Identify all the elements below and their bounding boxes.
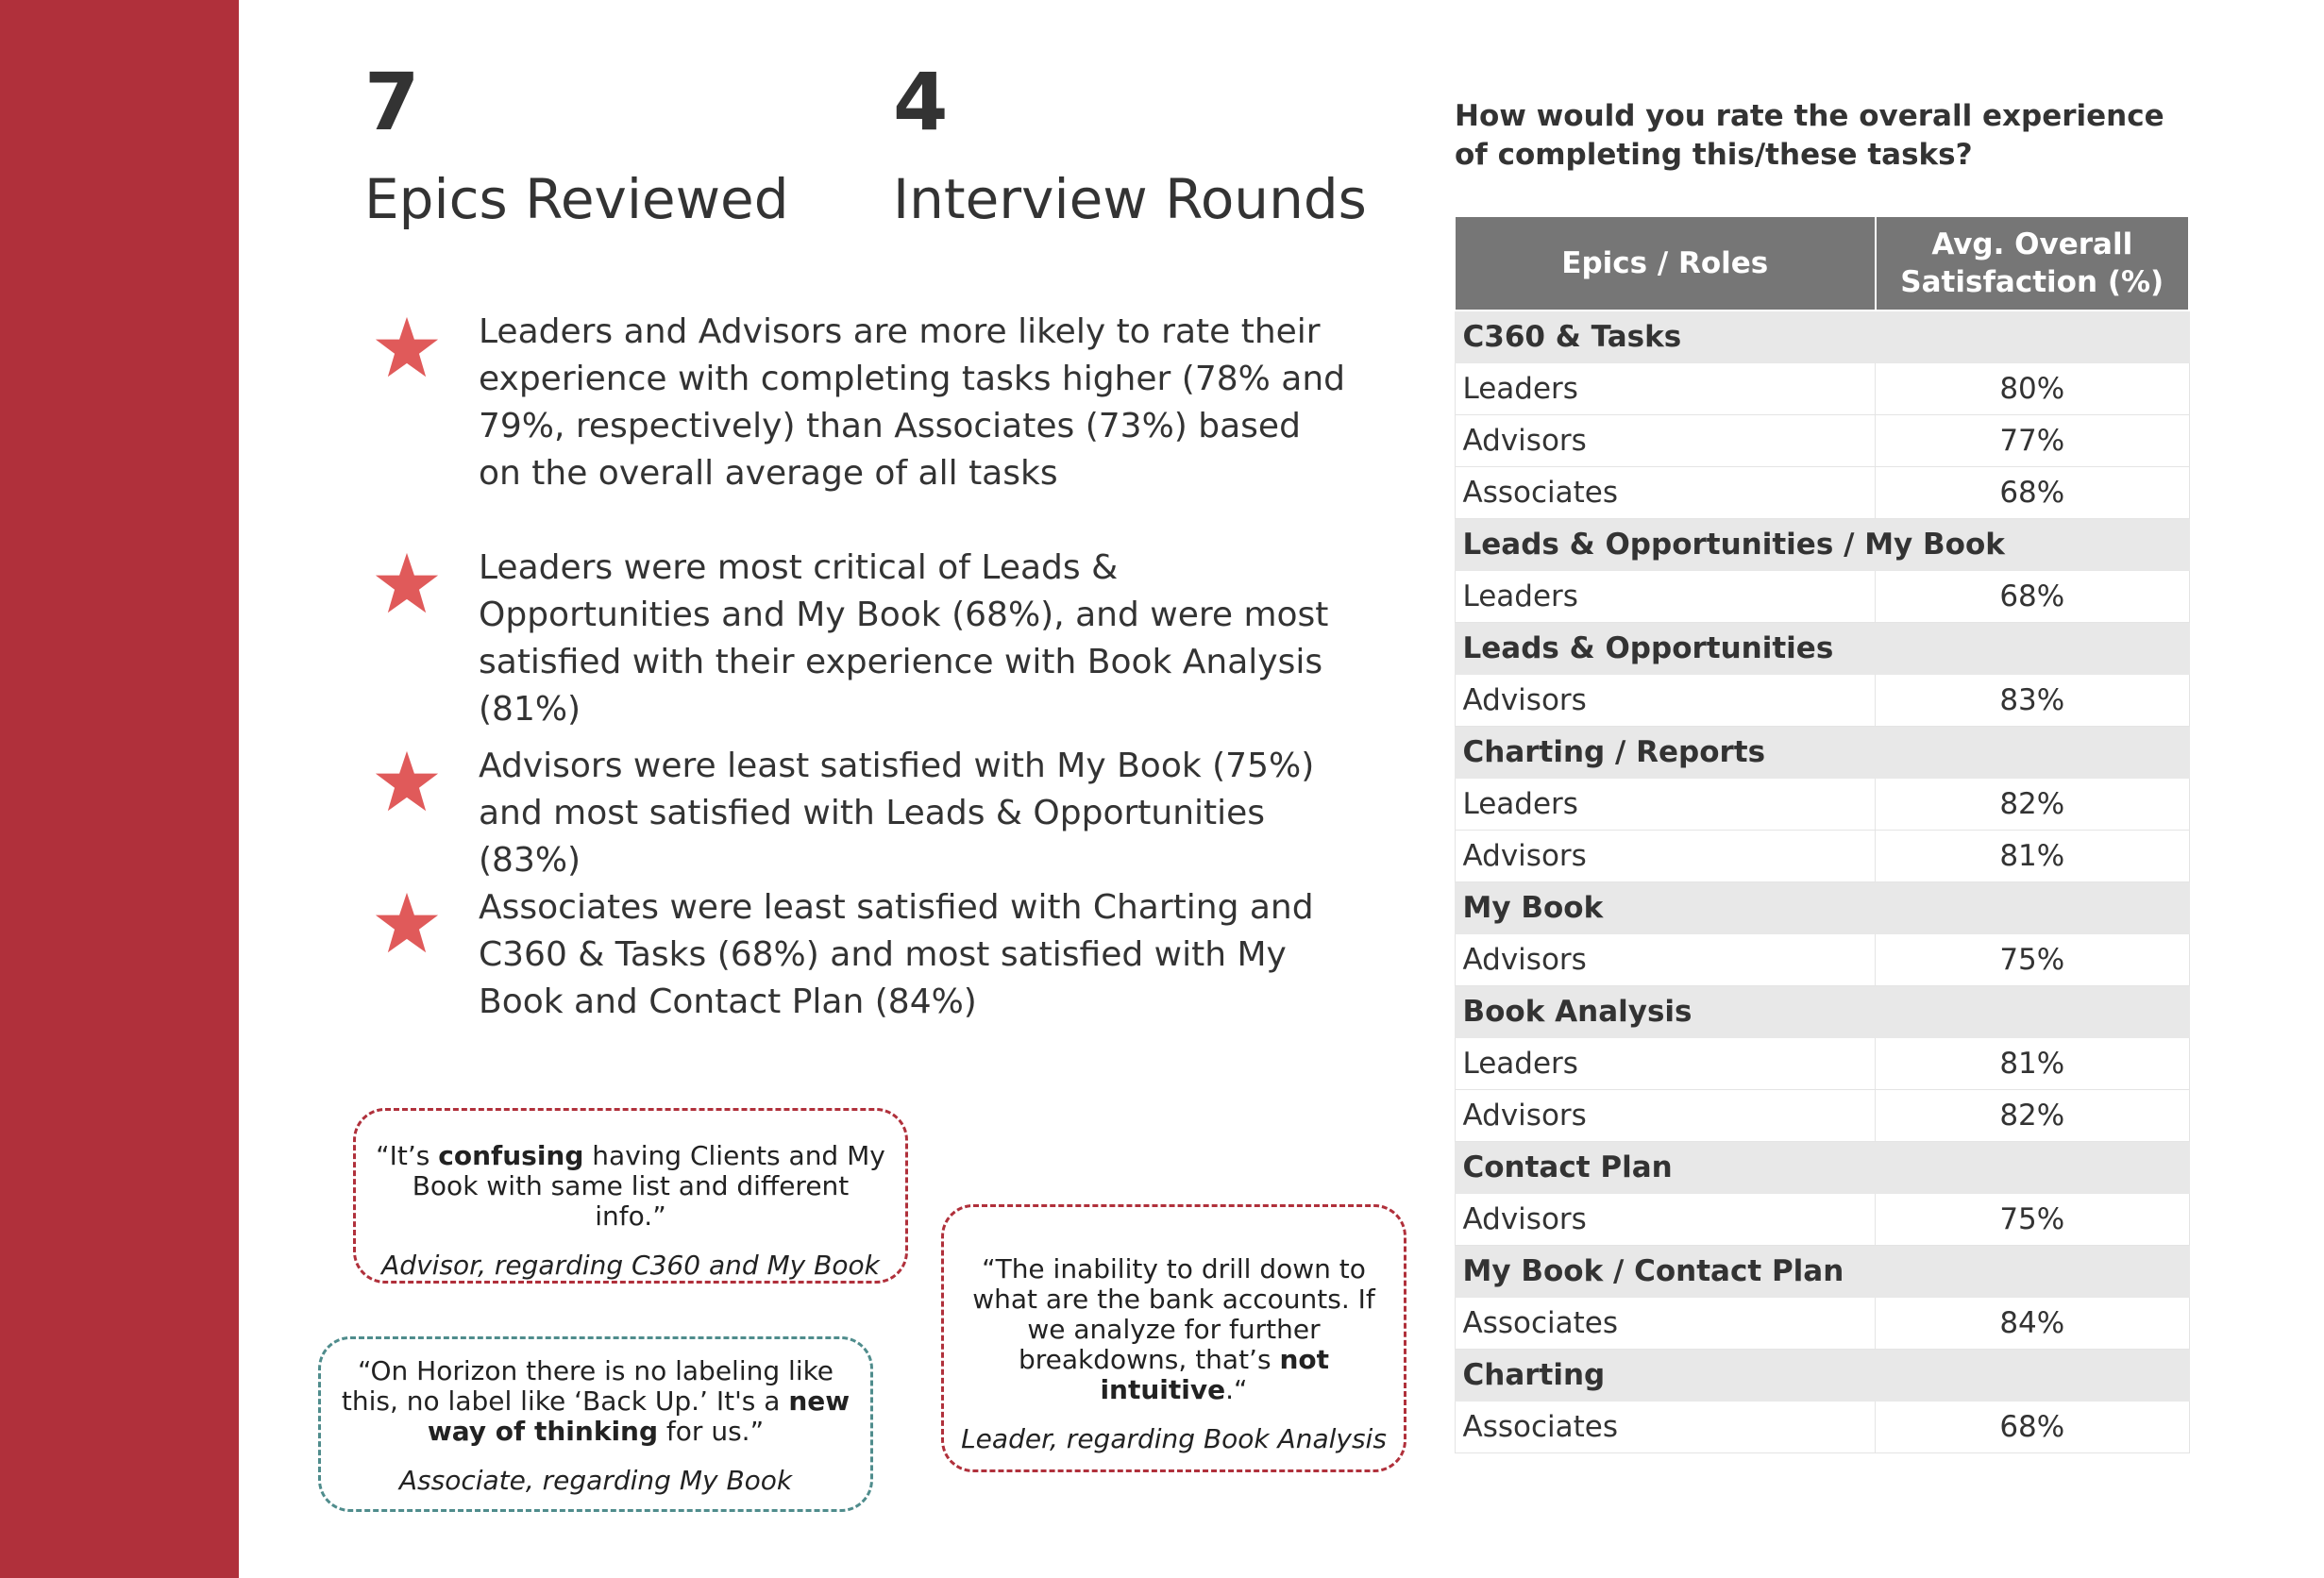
- role-cell: Advisors: [1455, 1090, 1876, 1142]
- value-cell: 80%: [1876, 363, 2189, 415]
- group-label: C360 & Tasks: [1455, 311, 2189, 363]
- table-row: [1455, 1090, 2189, 1142]
- role-cell: Associates: [1455, 1298, 1876, 1350]
- table-group-row: [1455, 623, 2189, 675]
- quote-text: “It’s confusing having Clients and My Book with same list and different info.”: [376, 1140, 885, 1232]
- finding-text: Associates were least satisfied with Charting and C360 & Tasks (68%) and most satisfied with My Book and Contact Plan (84%): [479, 888, 1314, 1021]
- group-label: Charting: [1455, 1350, 2189, 1402]
- role-cell: Advisors: [1455, 934, 1876, 986]
- table-group-row: [1455, 727, 2189, 779]
- table-group-row: [1455, 986, 2189, 1038]
- star-icon: [373, 314, 441, 382]
- group-label: Leads & Opportunities / My Book: [1455, 519, 2189, 571]
- role-cell: Leaders: [1455, 363, 1876, 415]
- value-cell: 68%: [1876, 467, 2189, 519]
- table-group-row: [1455, 519, 2189, 571]
- value-cell: 75%: [1876, 934, 2189, 986]
- table-row: [1455, 1298, 2189, 1350]
- star-icon: [373, 550, 441, 618]
- group-label: Leads & Opportunities: [1455, 623, 2189, 675]
- stat-rounds-label: Interview Rounds: [893, 167, 1367, 231]
- star-icon: [373, 890, 441, 958]
- group-label: Book Analysis: [1455, 986, 2189, 1038]
- value-cell: 77%: [1876, 415, 2189, 467]
- role-cell: Leaders: [1455, 779, 1876, 831]
- quote-attribution: Associate, regarding My Book: [398, 1465, 793, 1496]
- finding-text: Leaders were most critical of Leads & Opportunities and My Book (68%), and were most satisfied with their experience with Book Analysis (81%): [479, 548, 1329, 729]
- value-cell: 81%: [1876, 831, 2189, 882]
- table-body: [1455, 311, 2189, 1453]
- value-cell: 81%: [1876, 1038, 2189, 1090]
- finding-text: Leaders and Advisors are more likely to rate their experience with completing tasks higher (78% and 79%, respectively) than Associates (73%) based on the overall average of all tasks: [479, 312, 1345, 493]
- role-cell: Associates: [1455, 1402, 1876, 1453]
- role-cell: Leaders: [1455, 571, 1876, 623]
- table-row: [1455, 1038, 2189, 1090]
- sidebar-band: [0, 0, 239, 1578]
- value-cell: 68%: [1876, 1402, 2189, 1453]
- table-row: [1455, 571, 2189, 623]
- stat-rounds-number: 4: [893, 56, 949, 148]
- role-cell: Leaders: [1455, 1038, 1876, 1090]
- header-epics-roles: Epics / Roles: [1455, 216, 1876, 311]
- table-row: [1455, 934, 2189, 986]
- value-cell: 68%: [1876, 571, 2189, 623]
- quote-card-advisor: [353, 1108, 908, 1284]
- table-group-row: [1455, 1350, 2189, 1402]
- table-row: [1455, 1194, 2189, 1246]
- group-label: My Book / Contact Plan: [1455, 1246, 2189, 1298]
- table-group-row: [1455, 882, 2189, 934]
- role-cell: Advisors: [1455, 415, 1876, 467]
- group-label: Charting / Reports: [1455, 727, 2189, 779]
- group-label: Contact Plan: [1455, 1142, 2189, 1194]
- value-cell: 82%: [1876, 779, 2189, 831]
- quote-text: “The inability to drill down to what are the bank accounts. If we analyze for further breakdowns, that’s not intuitive.“: [972, 1253, 1375, 1405]
- table-group-row: [1455, 1142, 2189, 1194]
- quote-attribution: Advisor, regarding C360 and My Book: [381, 1250, 880, 1281]
- table-row: [1455, 1402, 2189, 1453]
- table-row: [1455, 831, 2189, 882]
- stat-epics-number: 7: [364, 56, 420, 148]
- quote-attribution: Leader, regarding Book Analysis: [961, 1423, 1387, 1454]
- group-label: My Book: [1455, 882, 2189, 934]
- role-cell: Advisors: [1455, 675, 1876, 727]
- role-cell: Advisors: [1455, 831, 1876, 882]
- value-cell: 75%: [1876, 1194, 2189, 1246]
- value-cell: 82%: [1876, 1090, 2189, 1142]
- value-cell: 84%: [1876, 1298, 2189, 1350]
- finding-text: Advisors were least satisfied with My Book (75%) and most satisfied with Leads & Opportunities (83%): [479, 747, 1315, 880]
- role-cell: Advisors: [1455, 1194, 1876, 1246]
- stat-epics-label: Epics Reviewed: [364, 167, 789, 231]
- table-row: [1455, 467, 2189, 519]
- table-row: [1455, 779, 2189, 831]
- table-group-row: [1455, 311, 2189, 363]
- survey-question: How would you rate the overall experience of completing this/these tasks?: [1455, 99, 2164, 172]
- table-group-row: [1455, 1246, 2189, 1298]
- header-avg-satisfaction: Avg. Overall Satisfaction (%): [1876, 216, 2189, 311]
- table-row: [1455, 415, 2189, 467]
- table-row: [1455, 675, 2189, 727]
- table-header-row: [1455, 216, 2189, 311]
- value-cell: 83%: [1876, 675, 2189, 727]
- quote-text: “On Horizon there is no labeling like this, no label like ‘Back Up.’ It's a new way of thinking for us.”: [341, 1355, 850, 1447]
- quote-card-leader: [941, 1204, 1406, 1472]
- quote-card-associate: [318, 1336, 873, 1512]
- satisfaction-table: [1454, 215, 2190, 1453]
- role-cell: Associates: [1455, 467, 1876, 519]
- star-icon: [373, 748, 441, 816]
- table-row: [1455, 363, 2189, 415]
